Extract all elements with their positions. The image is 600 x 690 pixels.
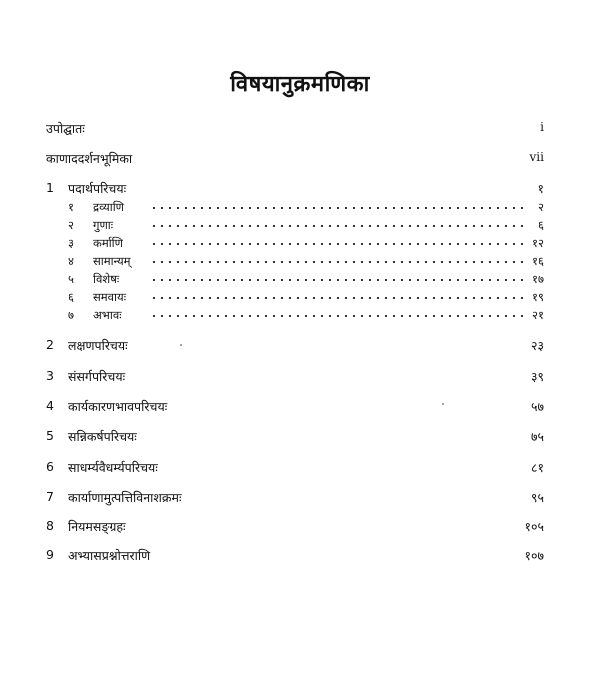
- chapter-label: कार्यकारणभावपरिचयः: [68, 399, 168, 414]
- subentry-number: ६: [68, 290, 74, 304]
- chapter-number: 3: [46, 368, 54, 383]
- dot-leader: [150, 243, 524, 245]
- chapter-number: 5: [46, 428, 54, 443]
- subentry-page: १९: [532, 290, 544, 304]
- toc-chapter-1[interactable]: [0, 180, 600, 200]
- scan-speck: [442, 403, 444, 405]
- subentry-label: गुणाः: [93, 218, 114, 232]
- toc-subentry[interactable]: [0, 290, 600, 308]
- subentry-label: द्रव्याणि: [93, 200, 124, 214]
- chapter-label: कार्याणामुत्पत्तिविनाशक्रमः: [68, 490, 182, 505]
- toc-chapter-8[interactable]: [0, 518, 600, 538]
- chapter-page: ८१: [530, 460, 544, 475]
- toc-subentry[interactable]: [0, 308, 600, 326]
- entry-page: vii: [529, 150, 544, 164]
- chapter-number: 2: [46, 337, 54, 352]
- subentry-page: १६: [532, 254, 544, 268]
- entry-page: i: [540, 120, 544, 134]
- subentry-page: १७: [532, 272, 544, 286]
- subentry-label: अभावः: [93, 308, 122, 322]
- chapter-page: ३९: [530, 369, 544, 384]
- dot-leader: [150, 261, 524, 263]
- chapter-number: 9: [46, 547, 54, 562]
- chapter-page: ७५: [530, 429, 544, 444]
- entry-label: काणाददर्शनभूमिका: [46, 151, 133, 166]
- subentry-page: १२: [532, 236, 544, 250]
- chapter-number: 8: [46, 518, 54, 533]
- chapter-label: पदार्थपरिचयः: [68, 181, 127, 196]
- toc-chapter-6[interactable]: [0, 459, 600, 479]
- toc-chapter-3[interactable]: [0, 368, 600, 388]
- chapter-number: 1: [46, 180, 54, 195]
- subentry-number: २: [68, 218, 74, 232]
- chapter-label: नियमसङ्ग्रहः: [68, 519, 126, 534]
- chapter-label: अभ्यासप्रश्नोत्तराणि: [68, 548, 151, 563]
- subentry-page: ६: [538, 218, 544, 232]
- subentry-number: ५: [68, 272, 74, 286]
- toc-chapter-2[interactable]: [0, 337, 600, 357]
- chapter-number: 4: [46, 398, 54, 413]
- page-title: विषयानुक्रमणिका: [230, 72, 370, 97]
- toc-chapter-5[interactable]: [0, 428, 600, 448]
- toc-entry-bhumika[interactable]: [0, 150, 600, 170]
- subentry-page: २१: [532, 308, 544, 322]
- toc-chapter-4[interactable]: [0, 398, 600, 418]
- toc-entry-upodghata[interactable]: [0, 120, 600, 140]
- toc-subentry[interactable]: [0, 272, 600, 290]
- toc-subentry[interactable]: [0, 200, 600, 218]
- subentry-label: समवायः: [93, 290, 127, 304]
- subentry-label: कर्माणि: [93, 236, 123, 250]
- scan-speck: [180, 344, 182, 346]
- entry-label: उपोद्घातः: [46, 121, 85, 136]
- chapter-page: ५७: [530, 399, 544, 414]
- chapter-label: सन्निकर्षपरिचयः: [68, 429, 137, 444]
- dot-leader: [150, 207, 524, 209]
- subentry-number: ३: [68, 236, 74, 250]
- chapter-label: साधर्म्यवैधर्म्यपरिचयः: [68, 460, 158, 475]
- chapter-number: 7: [46, 489, 54, 504]
- toc-chapter-7[interactable]: [0, 489, 600, 509]
- chapter-page: १०५: [524, 519, 544, 534]
- dot-leader: [150, 315, 524, 317]
- chapter-page: १: [537, 181, 544, 196]
- dot-leader: [150, 225, 524, 227]
- dot-leader: [150, 279, 524, 281]
- chapter-number: 6: [46, 459, 54, 474]
- toc-subentry[interactable]: [0, 236, 600, 254]
- toc-subentry[interactable]: [0, 254, 600, 272]
- dot-leader: [150, 297, 524, 299]
- subentry-number: ७: [68, 308, 74, 322]
- subentry-label: विशेषः: [93, 272, 120, 286]
- chapter-page: २३: [530, 338, 544, 353]
- subentry-page: २: [538, 200, 544, 214]
- chapter-page: ९५: [530, 490, 544, 505]
- toc-chapter-9[interactable]: [0, 547, 600, 567]
- subentry-number: १: [68, 200, 74, 214]
- subentry-number: ४: [68, 254, 74, 268]
- chapter-page: १०७: [524, 548, 544, 563]
- chapter-label: लक्षणपरिचयः: [68, 338, 128, 353]
- subentry-label: सामान्यम्: [93, 254, 131, 268]
- chapter-label: संसर्गपरिचयः: [68, 369, 126, 384]
- toc-subentry[interactable]: [0, 218, 600, 236]
